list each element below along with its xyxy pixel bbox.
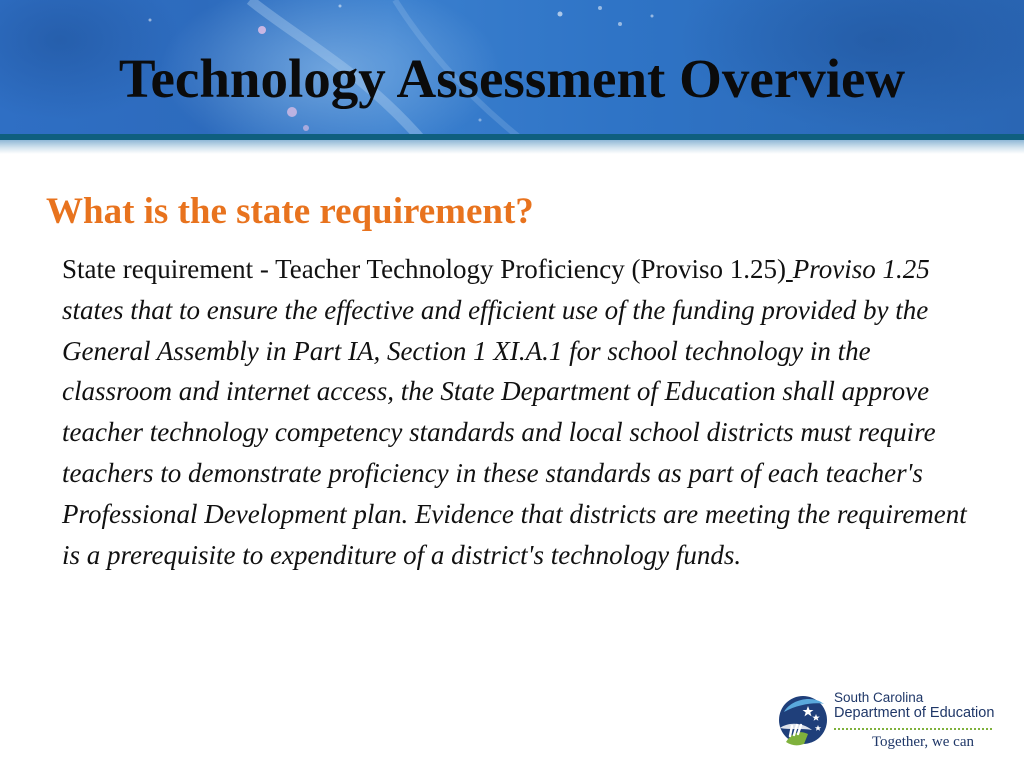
header-divider-fade: [0, 140, 1024, 154]
section-heading: What is the state requirement?: [46, 191, 534, 232]
header-banner: [0, 0, 1024, 138]
body-lead-text: State requirement - Teacher Technology Proficiency (Proviso 1.25): [62, 254, 787, 284]
body-paragraph: [62, 249, 972, 575]
slide-title: Technology Assessment Overview: [118, 48, 906, 109]
underlined-space: [786, 254, 793, 284]
logo-divider: [834, 728, 992, 730]
sc-education-logo: [778, 690, 1004, 756]
logo-department-name: Department of Education: [834, 705, 995, 721]
logo-tagline: Together, we can: [871, 734, 974, 750]
body-italic-text: Proviso 1.25 states that to ensure the effective and efficient use of the funding provided by the General Assembly in Part IA, Section 1 XI.A.1 for school technology in the classroom and internet access, the State Department of Education shall approve teacher technology competency standards and local school districts must require teachers to demonstrate proficiency in these standards as part of each teacher's Professional Development plan. Evidence that districts are meeting the requirement is a prerequisite to expenditure of a district's technology funds.: [62, 254, 967, 570]
sc-department-of-education-emblem-icon: [778, 692, 834, 752]
logo-state-name: South Carolina: [834, 690, 924, 705]
